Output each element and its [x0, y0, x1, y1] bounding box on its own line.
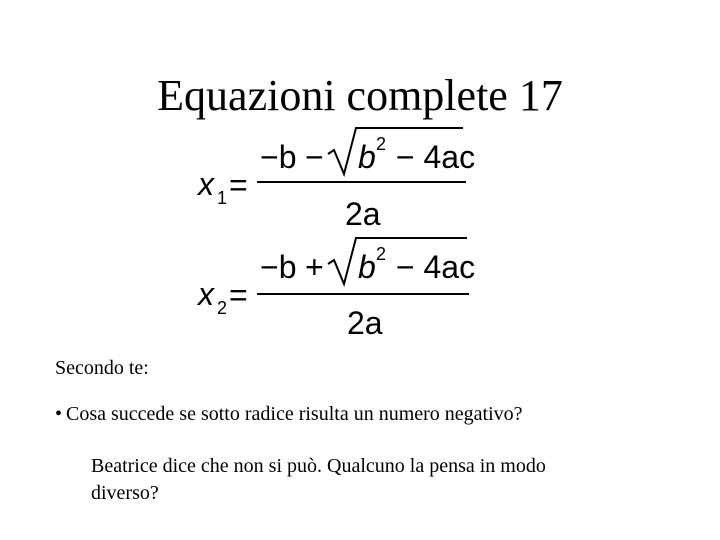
root-2-formula [196, 238, 475, 341]
root-2-variable: x [198, 276, 214, 312]
root-1-denominator: 2a [345, 196, 381, 232]
root-2-operator: + [305, 249, 324, 285]
root-2-numerator-lead: −b [260, 249, 297, 285]
quadratic-formula [195, 118, 485, 343]
root-1-variable: x [198, 166, 214, 202]
answer-text: Beatrice dice che non si può. Qualcuno la pensa in modo diverso? [91, 455, 546, 504]
root-1-radicand-base: b [358, 139, 376, 175]
root-1-formula [196, 128, 475, 232]
slide-title: Equazioni complete 17 [157, 71, 563, 120]
root-2-equals: = [229, 277, 248, 313]
root-2-subscript: 2 [217, 298, 228, 318]
lead-text: Secondo te: [55, 357, 149, 379]
root-2-radicand-rest: − 4ac [387, 249, 476, 285]
root-1-radicand-rest: − 4ac [387, 139, 476, 175]
root-1-equals: = [229, 167, 248, 203]
bullet-question [55, 402, 523, 426]
root-2-denominator: 2a [347, 305, 383, 341]
bullet-question-text: Cosa succede se sotto radice risulta un numero negativo? [66, 403, 523, 425]
root-2-radicand-base: b [358, 249, 376, 285]
bullet-marker: • [55, 403, 63, 425]
root-1-operator: − [305, 139, 324, 175]
root-1-subscript: 1 [217, 188, 228, 208]
root-1-numerator-lead: −b [260, 139, 297, 175]
root-1-radicand-exponent: 2 [376, 134, 387, 154]
root-2-radicand-exponent: 2 [376, 244, 387, 264]
